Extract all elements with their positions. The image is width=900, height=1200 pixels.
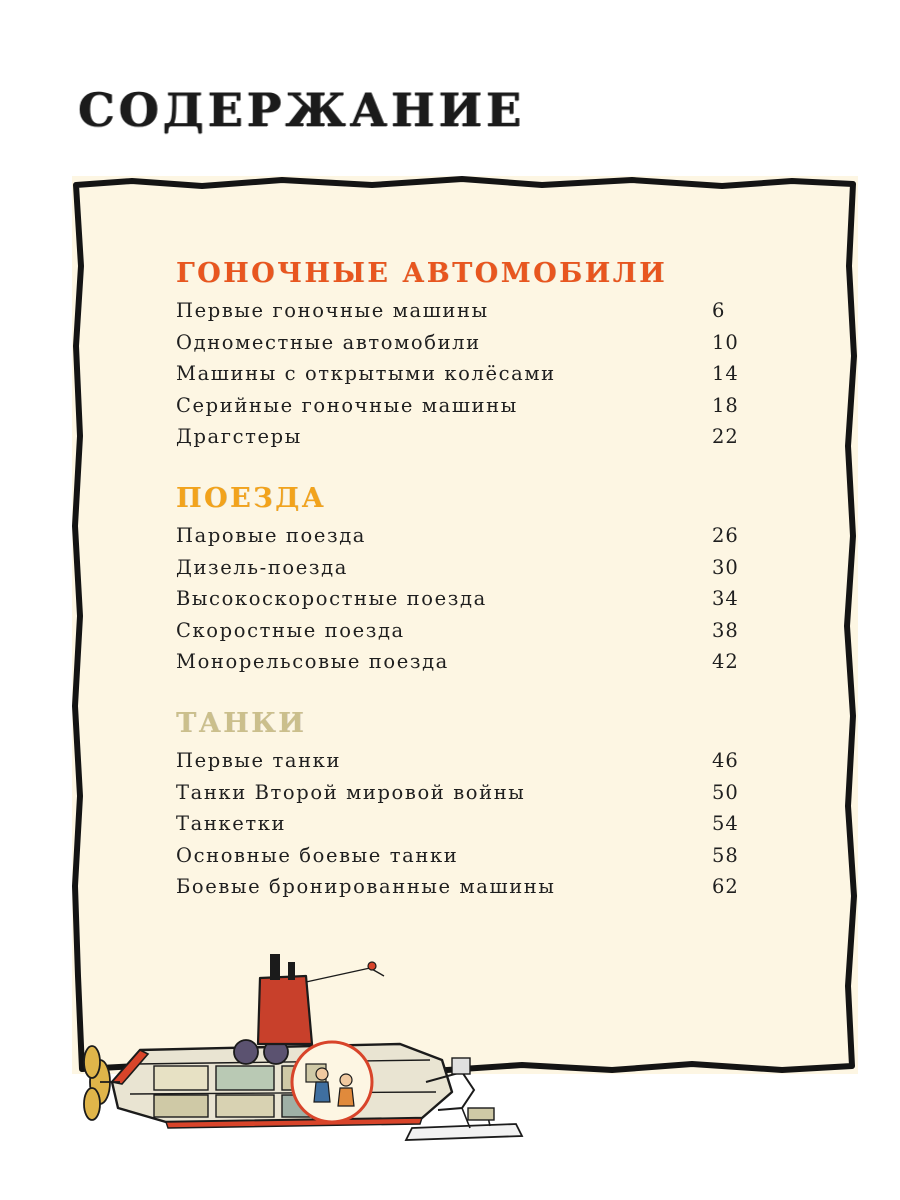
entry-label: Первые танки (176, 748, 342, 772)
entry-label: Скоростные поезда (176, 618, 405, 642)
entry-label: Серийные гоночные машины (176, 393, 518, 417)
toc-entry[interactable] (176, 552, 776, 584)
entry-page-number: 30 (712, 555, 739, 579)
section-title-tanks: ТАНКИ (176, 707, 307, 739)
toc-section-tanks (176, 708, 776, 903)
entry-label: Паровые поезда (176, 523, 367, 547)
entry-label: Первые гоночные машины (176, 299, 489, 323)
toc-entry[interactable] (176, 390, 776, 422)
entry-label: Танкетки (176, 812, 287, 836)
entry-label: Одноместные автомобили (176, 330, 481, 354)
page-title: СОДЕРЖАНИЕ (78, 82, 526, 137)
entry-page-number: 42 (712, 650, 739, 674)
contents-panel (72, 176, 858, 1074)
section-title-cars: ГОНОЧНЫЕ АВТОМОБИЛИ (176, 258, 668, 289)
entry-page-number: 6 (712, 299, 726, 323)
toc-entry[interactable] (176, 421, 776, 453)
entry-label: Высокоскоростные поезда (176, 587, 487, 611)
toc-entry[interactable] (176, 615, 776, 647)
entry-page-number: 62 (712, 875, 739, 899)
entry-label: Танки Второй мировой войны (176, 780, 526, 804)
toc-entry[interactable] (176, 808, 776, 840)
toc-entry[interactable] (176, 777, 776, 809)
entry-page-number: 18 (712, 393, 739, 417)
entry-page-number: 58 (712, 843, 739, 867)
toc-entry[interactable] (176, 583, 776, 615)
entry-page-number: 46 (712, 748, 739, 772)
toc-entry[interactable] (176, 358, 776, 390)
entry-page-number: 14 (712, 362, 739, 386)
table-of-contents (176, 258, 776, 903)
entry-list-trains (176, 520, 776, 678)
entry-page-number: 10 (712, 330, 739, 354)
entry-label: Дизель-поезда (176, 555, 348, 579)
toc-entry[interactable] (176, 871, 776, 903)
toc-entry[interactable] (176, 745, 776, 777)
entry-label: Основные боевые танки (176, 843, 459, 867)
entry-label: Боевые бронированные машины (176, 875, 556, 899)
entry-page-number: 50 (712, 780, 739, 804)
toc-section-cars (176, 258, 776, 453)
entry-label: Машины с открытыми колёсами (176, 362, 556, 386)
entry-list-tanks (176, 745, 776, 903)
entry-page-number: 22 (712, 425, 739, 449)
toc-entry[interactable] (176, 327, 776, 359)
toc-section-trains (176, 483, 776, 678)
entry-list-cars (176, 295, 776, 453)
entry-label: Драгстеры (176, 425, 302, 449)
toc-entry[interactable] (176, 520, 776, 552)
toc-entry[interactable] (176, 840, 776, 872)
entry-page-number: 34 (712, 587, 739, 611)
entry-page-number: 54 (712, 812, 739, 836)
section-title-trains: ПОЕЗДА (176, 482, 327, 514)
toc-entry[interactable] (176, 295, 776, 327)
toc-entry[interactable] (176, 646, 776, 678)
entry-label: Монорельсовые поезда (176, 650, 449, 674)
entry-page-number: 26 (712, 523, 739, 547)
entry-page-number: 38 (712, 618, 739, 642)
